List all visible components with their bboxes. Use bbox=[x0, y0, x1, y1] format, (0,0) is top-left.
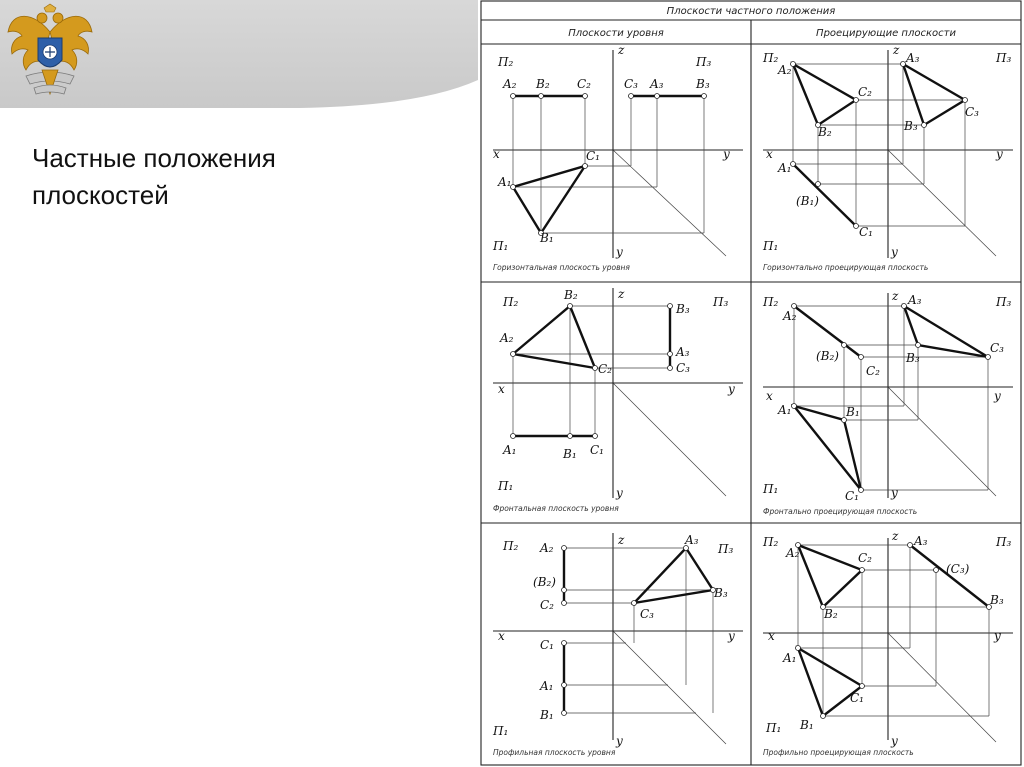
cell-horizontally-projecting-plane bbox=[762, 43, 1013, 272]
svg-text:A₁: A₁ bbox=[783, 651, 797, 665]
svg-text:П₁: П₁ bbox=[498, 479, 514, 493]
svg-text:x: x bbox=[768, 629, 775, 643]
svg-text:A₁: A₁ bbox=[503, 443, 517, 457]
caption-frontal-level: Фронтальная плоскость уровня bbox=[493, 504, 619, 513]
svg-text:П₃: П₃ bbox=[696, 55, 712, 69]
svg-text:z: z bbox=[893, 43, 900, 57]
svg-text:A₂: A₂ bbox=[778, 63, 792, 77]
svg-text:B₃: B₃ bbox=[696, 77, 710, 91]
svg-text:A₃: A₃ bbox=[676, 345, 690, 359]
svg-text:C₁: C₁ bbox=[845, 489, 859, 503]
svg-text:C₃: C₃ bbox=[676, 361, 690, 375]
svg-text:C₁: C₁ bbox=[850, 691, 864, 705]
column-header-projecting: Проецирующие плоскости bbox=[816, 28, 956, 39]
svg-text:П₂: П₂ bbox=[763, 295, 779, 309]
svg-text:x: x bbox=[498, 382, 505, 396]
svg-text:П₂: П₂ bbox=[498, 55, 514, 69]
svg-text:x: x bbox=[766, 147, 773, 161]
svg-text:(B₂): (B₂) bbox=[816, 349, 839, 363]
svg-text:C₁: C₁ bbox=[590, 443, 604, 457]
svg-text:y: y bbox=[723, 147, 730, 161]
caption-horizontally-projecting: Горизонтально проецирующая плоскость bbox=[763, 263, 929, 272]
svg-text:C₁: C₁ bbox=[859, 225, 873, 239]
svg-text:C₂: C₂ bbox=[858, 551, 872, 565]
svg-text:П₃: П₃ bbox=[996, 51, 1012, 65]
cell-frontal-level-plane bbox=[493, 287, 743, 513]
svg-text:x: x bbox=[498, 629, 505, 643]
svg-text:A₂: A₂ bbox=[503, 77, 517, 91]
svg-text:C₃: C₃ bbox=[640, 607, 654, 621]
svg-text:A₂: A₂ bbox=[786, 546, 800, 560]
svg-text:C₂: C₂ bbox=[598, 362, 612, 376]
caption-profile-projecting: Профильно проецирующая плоскость bbox=[763, 748, 914, 757]
svg-text:(B₂): (B₂) bbox=[533, 575, 556, 589]
svg-text:B₃: B₃ bbox=[990, 593, 1004, 607]
svg-text:y: y bbox=[996, 147, 1003, 161]
svg-text:(B₁): (B₁) bbox=[796, 194, 819, 208]
svg-text:П₁: П₁ bbox=[763, 239, 779, 253]
svg-text:A₂: A₂ bbox=[783, 309, 797, 323]
svg-text:x: x bbox=[766, 389, 773, 403]
svg-text:C₂: C₂ bbox=[866, 364, 880, 378]
svg-text:C₁: C₁ bbox=[540, 638, 554, 652]
svg-text:(C₃): (C₃) bbox=[946, 562, 970, 576]
cell-frontally-projecting-plane bbox=[762, 289, 1013, 516]
svg-text:П₁: П₁ bbox=[493, 724, 509, 738]
svg-text:y: y bbox=[616, 486, 623, 500]
svg-text:y: y bbox=[728, 629, 735, 643]
column-header-level: Плоскости уровня bbox=[568, 28, 664, 39]
cell-profile-projecting-plane bbox=[762, 529, 1013, 757]
svg-text:B₁: B₁ bbox=[800, 718, 814, 732]
svg-text:A₃: A₃ bbox=[906, 51, 920, 65]
svg-text:y: y bbox=[994, 629, 1001, 643]
svg-text:C₃: C₃ bbox=[990, 341, 1004, 355]
svg-text:z: z bbox=[618, 287, 625, 301]
svg-text:B₂: B₂ bbox=[564, 288, 578, 302]
svg-text:A₁: A₁ bbox=[498, 175, 512, 189]
svg-text:z: z bbox=[618, 43, 625, 57]
table-header: Плоскости частного положения bbox=[666, 6, 836, 17]
svg-text:y: y bbox=[891, 734, 898, 748]
svg-text:C₂: C₂ bbox=[540, 598, 554, 612]
svg-text:П₂: П₂ bbox=[763, 535, 779, 549]
svg-text:A₁: A₁ bbox=[778, 161, 792, 175]
cell-horizontal-level-plane bbox=[492, 43, 743, 272]
svg-text:П₂: П₂ bbox=[503, 295, 519, 309]
svg-text:C₃: C₃ bbox=[965, 105, 979, 119]
svg-text:A₁: A₁ bbox=[778, 403, 792, 417]
svg-text:B₁: B₁ bbox=[563, 447, 577, 461]
slide-title-line-1: Частные положения bbox=[32, 143, 276, 173]
svg-text:C₃: C₃ bbox=[624, 77, 638, 91]
svg-text:П₁: П₁ bbox=[766, 721, 782, 735]
svg-text:z: z bbox=[892, 289, 899, 303]
caption-frontally-projecting: Фронтально проецирующая плоскость bbox=[763, 507, 918, 516]
svg-text:B₂: B₂ bbox=[536, 77, 550, 91]
slide-title bbox=[32, 140, 452, 214]
plane-positions-drawing bbox=[478, 0, 1024, 767]
svg-text:C₂: C₂ bbox=[577, 77, 591, 91]
svg-text:B₂: B₂ bbox=[818, 125, 832, 139]
svg-text:x: x bbox=[493, 147, 500, 161]
svg-text:A₂: A₂ bbox=[500, 331, 514, 345]
svg-text:z: z bbox=[618, 533, 625, 547]
svg-text:A₃: A₃ bbox=[908, 293, 922, 307]
svg-text:A₂: A₂ bbox=[540, 541, 554, 555]
svg-text:П₃: П₃ bbox=[718, 542, 734, 556]
svg-text:y: y bbox=[728, 382, 735, 396]
svg-text:П₂: П₂ bbox=[763, 51, 779, 65]
svg-text:B₁: B₁ bbox=[846, 405, 860, 419]
svg-text:A₃: A₃ bbox=[685, 533, 699, 547]
caption-horizontal-level: Горизонтальная плоскость уровня bbox=[493, 263, 630, 272]
svg-text:П₂: П₂ bbox=[503, 539, 519, 553]
svg-text:B₂: B₂ bbox=[824, 607, 838, 621]
slide-title-line-2: плоскостей bbox=[32, 180, 169, 210]
svg-text:A₃: A₃ bbox=[914, 534, 928, 548]
svg-text:C₁: C₁ bbox=[586, 149, 600, 163]
svg-text:B₃: B₃ bbox=[906, 351, 920, 365]
svg-text:B₃: B₃ bbox=[676, 302, 690, 316]
svg-text:y: y bbox=[616, 245, 623, 259]
svg-text:y: y bbox=[616, 734, 623, 748]
cell-profile-level-plane bbox=[492, 533, 743, 757]
svg-text:C₂: C₂ bbox=[858, 85, 872, 99]
svg-text:П₃: П₃ bbox=[996, 535, 1012, 549]
svg-text:B₃: B₃ bbox=[904, 119, 918, 133]
svg-text:A₃: A₃ bbox=[650, 77, 664, 91]
caption-profile-level: Профильная плоскость уровня bbox=[493, 748, 616, 757]
emblem-logo bbox=[4, 2, 96, 106]
svg-text:y: y bbox=[891, 486, 898, 500]
svg-text:П₃: П₃ bbox=[996, 295, 1012, 309]
svg-text:z: z bbox=[892, 529, 899, 543]
svg-text:A₁: A₁ bbox=[540, 679, 554, 693]
svg-text:y: y bbox=[891, 245, 898, 259]
svg-text:П₁: П₁ bbox=[493, 239, 509, 253]
svg-text:B₃: B₃ bbox=[714, 586, 728, 600]
svg-text:B₁: B₁ bbox=[540, 708, 554, 722]
svg-text:B₁: B₁ bbox=[540, 231, 554, 245]
svg-text:П₁: П₁ bbox=[763, 482, 779, 496]
svg-text:П₃: П₃ bbox=[713, 295, 729, 309]
svg-text:y: y bbox=[994, 389, 1001, 403]
